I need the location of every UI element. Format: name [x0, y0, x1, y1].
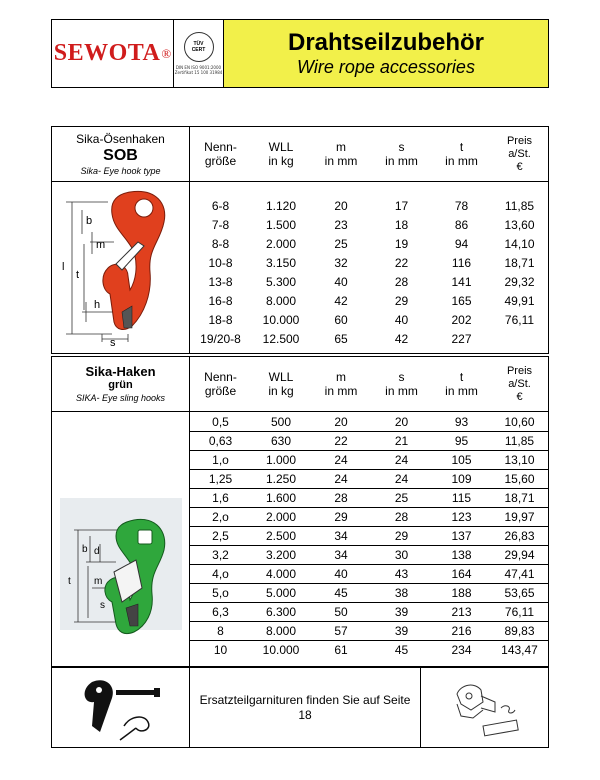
sika-name-en: SIKA- Eye sling hooks: [75, 392, 166, 403]
cert-label: TÜV CERT: [191, 41, 206, 53]
cell-m: 20: [334, 414, 348, 429]
cell-preis: 49,91: [504, 293, 535, 308]
col-preis: Preis a/St. €: [506, 364, 533, 403]
cell-wll: 10.000: [262, 312, 300, 327]
cell-s: 38: [394, 586, 409, 600]
red-eye-hook-icon: [52, 182, 189, 348]
col-m: m in mm: [324, 140, 358, 168]
col-preis: Preis a/St. €: [506, 134, 533, 173]
cell-nenngroesse: 6,3: [212, 605, 229, 619]
cell-t: 137: [451, 529, 472, 543]
cell-t: 109: [451, 472, 472, 486]
cell-nenngroesse: 13-8: [208, 274, 233, 289]
cell-wll: 3.200: [265, 548, 297, 562]
sika-table-body: [52, 412, 548, 666]
cell-s: 25: [394, 491, 409, 505]
cell-preis: 11,85: [504, 198, 535, 213]
table-row: [190, 196, 548, 215]
cell-preis: 18,71: [504, 491, 535, 505]
col-t: t in mm: [445, 140, 478, 168]
cell-s: 28: [394, 510, 409, 524]
table-row: [190, 488, 548, 507]
cell-t: 213: [451, 605, 472, 619]
cert-line-1: DIN EN ISO 9001:2000: [175, 65, 222, 70]
table-row: [190, 329, 548, 348]
table-row: [190, 450, 548, 469]
cell-wll: 8.000: [265, 293, 297, 308]
table-row: [190, 234, 548, 253]
cell-t: 105: [451, 453, 472, 467]
table-row: [190, 291, 548, 310]
cell-t: 86: [454, 217, 469, 232]
green-eye-hook-icon: [52, 412, 189, 661]
cell-m: 24: [334, 472, 348, 486]
col-wll: WLL in kg: [268, 140, 294, 168]
cell-t: 165: [451, 293, 472, 308]
table-row: [190, 272, 548, 291]
cell-nenngroesse: 19/20-8: [200, 331, 241, 346]
cell-s: 24: [394, 453, 409, 467]
cell-s: 42: [394, 331, 409, 346]
logo-text: SEWOTA: [53, 40, 161, 66]
cell-t: 141: [451, 274, 472, 289]
cell-s: 40: [394, 312, 409, 327]
cell-preis: 14,10: [504, 236, 535, 251]
tuv-cert-badge: [174, 19, 224, 88]
cell-s: 45: [394, 643, 409, 657]
table-row: [190, 215, 548, 234]
cell-nenngroesse: 10-8: [208, 255, 233, 270]
sob-name-de: Sika-Ösenhaken: [76, 131, 165, 146]
cert-line-2: Zertifikat 15 100 31984: [174, 70, 223, 75]
table-row: [190, 431, 548, 450]
col-s: s in mm: [385, 370, 418, 398]
cell-nenngroesse: 8-8: [211, 236, 230, 251]
cell-t: 93: [454, 414, 469, 429]
sob-label-s: s: [110, 337, 116, 348]
cell-m: 50: [334, 605, 348, 619]
cell-t: 202: [451, 312, 472, 327]
sob-label-t: t: [76, 269, 80, 281]
cell-nenngroesse: 0,5: [212, 414, 229, 429]
sika-name-de: Sika-Haken: [85, 363, 156, 379]
cell-m: 60: [334, 312, 348, 327]
spare-parts-left-image: [52, 668, 190, 747]
sob-product-name: [52, 127, 190, 181]
cell-m: 29: [334, 510, 348, 524]
col-nenngroesse: Nenn- größe: [204, 370, 237, 398]
cell-wll: 10.000: [262, 643, 300, 657]
table-row: [190, 621, 548, 640]
cell-preis: 18,71: [504, 255, 535, 270]
cell-s: 28: [394, 274, 409, 289]
col-m: m in mm: [324, 370, 358, 398]
cell-t: 78: [454, 198, 469, 213]
sika-hook-diagram: [52, 412, 190, 666]
col-nenngroesse: Nenn- größe: [204, 140, 237, 168]
cell-s: 18: [394, 217, 409, 232]
table-row: [190, 602, 548, 621]
cell-s: 39: [394, 605, 409, 619]
cell-preis: 89,83: [504, 624, 535, 638]
sob-table-body: [52, 182, 548, 353]
cell-m: 61: [334, 643, 348, 657]
sika-label-s: s: [100, 600, 105, 611]
cell-nenngroesse: 10: [213, 643, 228, 657]
cell-nenngroesse: 6-8: [211, 198, 230, 213]
cell-s: 30: [394, 548, 409, 562]
cell-t: 115: [451, 491, 472, 505]
table-row: [190, 310, 548, 329]
cell-wll: 500: [270, 414, 292, 429]
cell-m: 24: [334, 453, 348, 467]
cell-wll: 8.000: [265, 624, 297, 638]
cell-preis: 143,47: [501, 643, 538, 657]
sob-table: [51, 126, 549, 354]
table-row: [190, 640, 548, 659]
sika-table: [51, 356, 549, 667]
cell-wll: 5.300: [265, 274, 297, 289]
title-banner: [224, 19, 549, 88]
cell-t: 95: [454, 434, 469, 448]
cell-nenngroesse: 1,6: [212, 491, 229, 505]
cell-nenngroesse: 8: [217, 624, 224, 638]
table-row: [190, 507, 548, 526]
table-row: [190, 253, 548, 272]
sika-label-d: d: [94, 546, 100, 557]
logo-registered-mark: ®: [161, 45, 172, 61]
cell-wll: 1.600: [265, 491, 297, 505]
col-s: s in mm: [385, 140, 418, 168]
cell-t: 116: [451, 255, 472, 270]
col-t: t in mm: [445, 370, 478, 398]
cell-s: 19: [394, 236, 409, 251]
sika-rows: [190, 412, 548, 666]
cell-m: 28: [334, 491, 348, 505]
cell-m: 20: [334, 198, 348, 213]
cell-s: 29: [394, 529, 409, 543]
cell-nenngroesse: 0,63: [208, 434, 233, 448]
cell-wll: 1.250: [265, 472, 297, 486]
cell-t: 234: [451, 643, 472, 657]
cell-preis: 76,11: [504, 605, 535, 619]
cell-preis: 47,41: [504, 567, 535, 581]
cell-preis: 11,85: [504, 434, 535, 448]
col-wll: WLL in kg: [268, 370, 294, 398]
cell-t: 94: [454, 236, 469, 251]
cell-wll: 1.000: [265, 453, 297, 467]
table-row: [190, 583, 548, 602]
cell-wll: 2.500: [265, 529, 297, 543]
sob-hook-diagram: [52, 182, 190, 353]
cell-m: 23: [334, 217, 348, 232]
cell-nenngroesse: 18-8: [208, 312, 233, 327]
cell-nenngroesse: 3,2: [212, 548, 229, 562]
table-row: [190, 412, 548, 431]
cell-s: 39: [394, 624, 409, 638]
cell-nenngroesse: 16-8: [208, 293, 233, 308]
cell-wll: 1.120: [265, 198, 297, 213]
cell-m: 45: [334, 586, 348, 600]
sob-label-m: m: [96, 239, 106, 251]
cell-t: 164: [451, 567, 472, 581]
cell-m: 42: [334, 293, 348, 308]
sob-label-l: l: [62, 261, 65, 273]
sob-table-header: [52, 127, 548, 182]
sika-product-name: [52, 357, 190, 411]
table-row: [190, 545, 548, 564]
cert-lines: [175, 65, 223, 75]
cell-nenngroesse: 5,o: [212, 586, 229, 600]
cell-nenngroesse: 2,5: [212, 529, 229, 543]
cell-wll: 2.000: [265, 510, 297, 524]
sika-table-header: [52, 357, 548, 412]
sob-label-h: h: [94, 299, 101, 311]
cell-nenngroesse: 4,o: [212, 567, 229, 581]
cell-m: 34: [334, 529, 348, 543]
latch-pin-spring-icon: [52, 668, 189, 747]
cell-wll: 12.500: [262, 331, 300, 346]
cell-preis: 19,97: [504, 510, 535, 524]
cell-m: 32: [334, 255, 348, 270]
cell-wll: 5.000: [265, 586, 297, 600]
cell-m: 65: [334, 331, 348, 346]
page-title: Drahtseilzubehör: [287, 28, 485, 56]
cell-preis: 76,11: [504, 312, 535, 327]
cell-t: 138: [451, 548, 472, 562]
cell-nenngroesse: 7-8: [211, 217, 230, 232]
cell-t: 188: [451, 586, 472, 600]
cell-t: 216: [451, 624, 472, 638]
sob-code: SOB: [103, 146, 138, 164]
sob-rows: [190, 182, 548, 353]
cell-s: 20: [394, 414, 409, 429]
cell-nenngroesse: 1,o: [212, 453, 229, 467]
cell-wll: 3.150: [265, 255, 297, 270]
cell-nenngroesse: 2,o: [212, 510, 229, 524]
sewota-logo: [51, 19, 174, 88]
cell-wll: 2.000: [265, 236, 297, 251]
cell-t: 227: [451, 331, 472, 346]
cell-nenngroesse: 1,25: [208, 472, 233, 486]
cell-m: 22: [334, 434, 348, 448]
spare-parts-note: Ersatzteilgarnituren finden Sie auf Seite 18: [190, 668, 421, 747]
cell-s: 24: [394, 472, 409, 486]
cell-preis: 26,83: [504, 529, 535, 543]
cell-s: 21: [394, 434, 409, 448]
cell-m: 25: [334, 236, 348, 251]
tuv-seal-icon: [184, 32, 214, 62]
page-subtitle: Wire rope accessories: [297, 56, 475, 77]
spare-parts-footer: [51, 667, 549, 748]
sika-name-sub: grün: [108, 378, 133, 391]
table-row: [190, 564, 548, 583]
cell-preis: 29,32: [504, 274, 535, 289]
cell-t: 123: [451, 510, 472, 524]
cell-m: 40: [334, 274, 348, 289]
cell-preis: 15,60: [504, 472, 535, 486]
cell-s: 43: [394, 567, 409, 581]
sika-label-b: b: [82, 544, 88, 555]
cell-s: 17: [394, 198, 409, 213]
cell-wll: 630: [270, 434, 292, 448]
cell-preis: 13,60: [504, 217, 535, 232]
table-row: [190, 526, 548, 545]
cell-wll: 6.300: [265, 605, 297, 619]
cell-s: 29: [394, 293, 409, 308]
cell-preis: 10,60: [504, 414, 535, 429]
sika-label-t: t: [68, 576, 71, 587]
cell-preis: 53,65: [504, 586, 535, 600]
cell-m: 40: [334, 567, 348, 581]
cell-wll: 1.500: [265, 217, 297, 232]
cell-m: 57: [334, 624, 348, 638]
sika-label-m: m: [94, 576, 103, 587]
page-header: [51, 19, 549, 88]
sob-name-en: Sika- Eye hook type: [80, 165, 161, 176]
cell-preis: 13,10: [504, 453, 535, 467]
latch-assembly-icon: [421, 668, 547, 747]
cell-m: 34: [334, 548, 348, 562]
cell-wll: 4.000: [265, 567, 297, 581]
table-row: [190, 469, 548, 488]
sob-label-b: b: [86, 215, 93, 227]
cell-s: 22: [394, 255, 409, 270]
spare-parts-right-image: [421, 668, 548, 747]
cell-preis: 29,94: [504, 548, 535, 562]
